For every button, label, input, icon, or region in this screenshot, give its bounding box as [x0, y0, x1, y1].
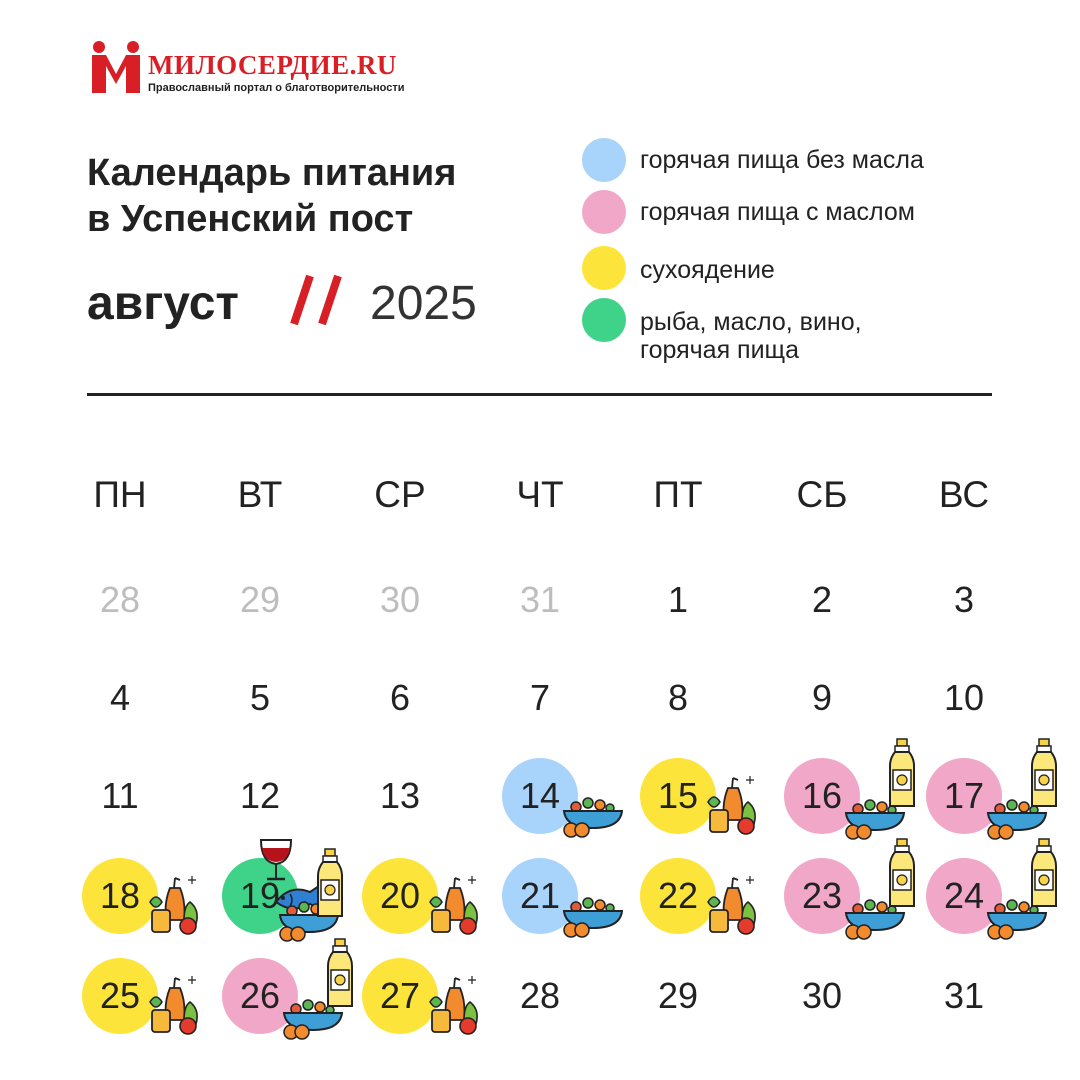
day-number[interactable]: 25: [99, 975, 141, 1016]
day-number[interactable]: 6: [389, 677, 411, 718]
day-number[interactable]: 3: [953, 579, 975, 620]
logo-tagline: Православный портал о благотворительности: [148, 82, 405, 94]
day-number[interactable]: 4: [109, 677, 131, 718]
day-number[interactable]: 31: [519, 579, 561, 620]
day-number[interactable]: 20: [379, 875, 421, 916]
legend-label-blue: горячая пища без масла: [640, 146, 924, 174]
day-number[interactable]: 9: [811, 677, 833, 718]
day-number[interactable]: 23: [801, 875, 843, 916]
day-number[interactable]: 31: [943, 975, 985, 1016]
day-number[interactable]: 1: [667, 579, 689, 620]
day-number[interactable]: 19: [239, 875, 281, 916]
oil-bottle-icon: [888, 738, 916, 813]
day-number[interactable]: 5: [249, 677, 271, 718]
day-number[interactable]: 15: [657, 775, 699, 816]
oil-bottle-icon: [1030, 738, 1058, 813]
logo-mark-icon[interactable]: [88, 40, 144, 96]
legend-dot-pink: [582, 190, 626, 234]
legend-label-green: рыба, масло, вино,: [640, 308, 862, 336]
day-number[interactable]: 14: [519, 775, 561, 816]
oil-bottle-icon: [888, 838, 916, 913]
day-number[interactable]: 22: [657, 875, 699, 916]
weekday-header: ПН: [93, 474, 147, 515]
day-number[interactable]: 11: [101, 775, 139, 816]
day-number[interactable]: 21: [519, 875, 561, 916]
oil-bottle-icon: [326, 938, 354, 1013]
legend-dot-green: [582, 298, 626, 342]
day-number[interactable]: 28: [99, 579, 141, 620]
oil-bottle-icon: [316, 848, 344, 923]
day-number[interactable]: 12: [239, 775, 281, 816]
double-slash-icon: [286, 268, 348, 330]
day-number[interactable]: 30: [801, 975, 843, 1016]
day-number[interactable]: 10: [943, 677, 985, 718]
legend-dot-blue: [582, 138, 626, 182]
legend-label-green-line2: горячая пища: [640, 336, 800, 364]
weekday-header: СР: [374, 474, 426, 515]
day-number[interactable]: 17: [943, 775, 985, 816]
day-number[interactable]: 29: [657, 975, 699, 1016]
legend-label-pink: горячая пища с маслом: [640, 198, 915, 226]
day-number[interactable]: 28: [519, 975, 561, 1016]
legend-label-yellow: сухоядение: [640, 256, 775, 284]
day-number[interactable]: 29: [239, 579, 281, 620]
logo-name[interactable]: МИЛОСЕРДИЕ.RU: [148, 50, 397, 80]
day-number[interactable]: 2: [811, 579, 833, 620]
page-title-line2: в Успенский пост: [87, 198, 414, 240]
day-number[interactable]: 27: [379, 975, 421, 1016]
weekday-header: ПТ: [653, 474, 703, 515]
divider: [87, 393, 992, 396]
weekday-header: ЧТ: [516, 474, 564, 515]
weekday-header: ВТ: [237, 474, 283, 515]
day-number[interactable]: 8: [667, 677, 689, 718]
page-title-line1: Календарь питания: [87, 152, 457, 194]
weekday-header: СБ: [796, 474, 848, 515]
day-number[interactable]: 13: [379, 775, 421, 816]
month-label: август: [87, 277, 239, 330]
day-number[interactable]: 16: [801, 775, 843, 816]
oil-bottle-icon: [1030, 838, 1058, 913]
day-number[interactable]: 26: [239, 975, 281, 1016]
legend-dot-yellow: [582, 246, 626, 290]
day-number[interactable]: 7: [529, 677, 551, 718]
year-label: 2025: [370, 277, 477, 330]
day-number[interactable]: 18: [99, 875, 141, 916]
day-number[interactable]: 24: [943, 875, 985, 916]
day-number[interactable]: 30: [379, 579, 421, 620]
weekday-header: ВС: [938, 474, 990, 515]
